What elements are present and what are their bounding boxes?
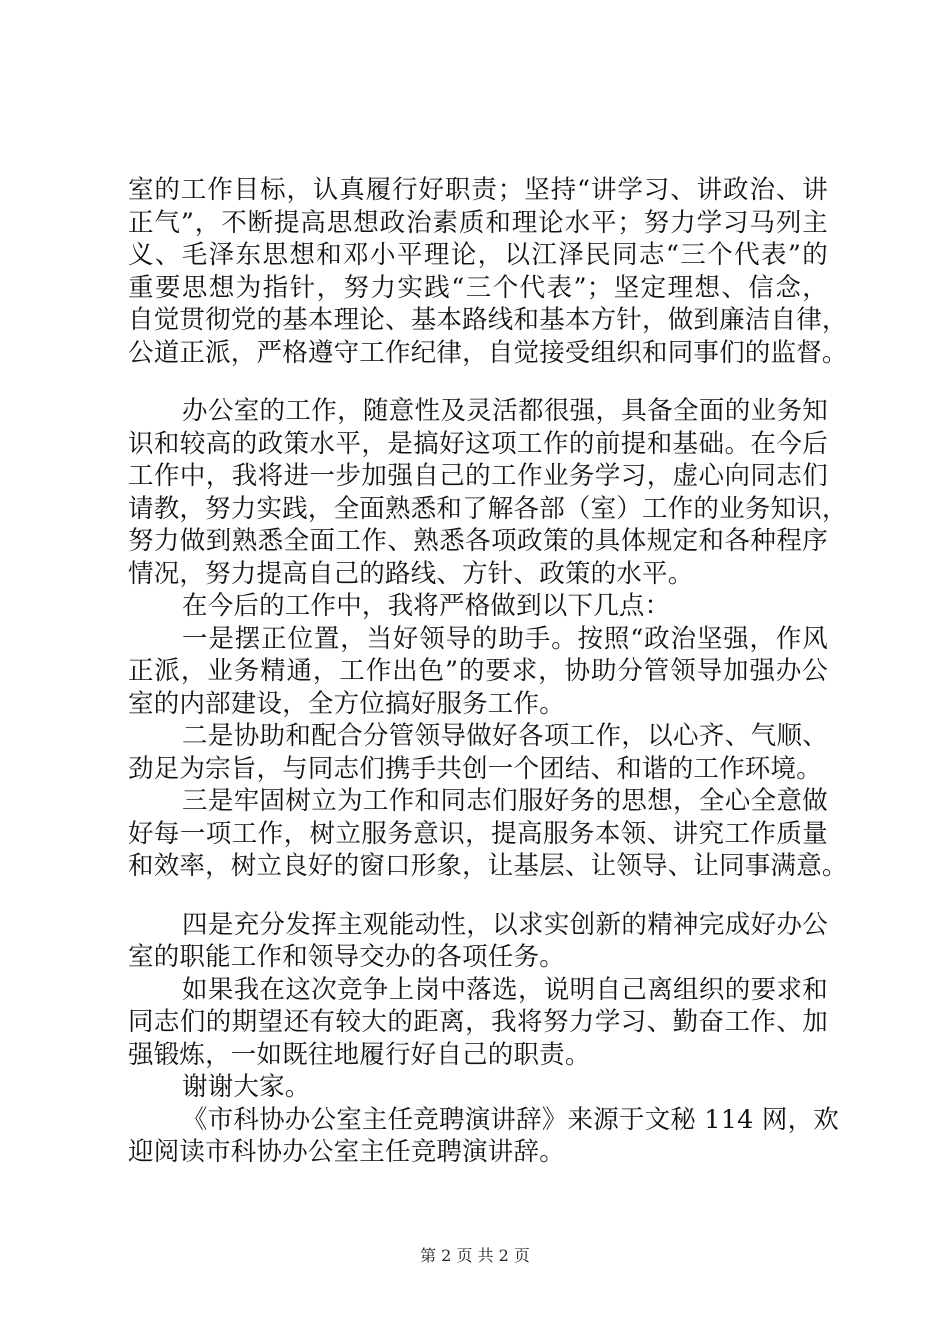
text-line: 同志们的期望还有较大的距离，我将努力学习、勤奋工作、加 (128, 1007, 828, 1037)
text-line: 努力做到熟悉全面工作、熟悉各项政策的具体规定和各种程序 (128, 526, 828, 556)
text-line: 室的内部建设，全方位搞好服务工作。 (128, 688, 565, 719)
text-line: 三是牢固树立为工作和同志们服好务的思想，全心全意做 (182, 786, 828, 816)
text-line: 好每一项工作，树立服务意识，提高服务本领、讲究工作质量 (128, 818, 828, 849)
paragraph (128, 974, 828, 1072)
paragraph (128, 623, 828, 721)
text-line: 重要思想为指针，努力实践“三个代表”；坚定理想、信念， (128, 272, 828, 303)
text-line: 正派，业务精通，工作出色”的要求，协助分管领导加强办公 (128, 656, 828, 686)
text-line: 请教，努力实践，全面熟悉和了解各部（室）工作的业务知识， (128, 493, 848, 524)
text-line: 公道正派，严格遵守工作纪律，自觉接受组织和同事们的监督。 (128, 337, 848, 368)
document-body (128, 174, 848, 1169)
paragraph (128, 174, 848, 369)
paragraph (128, 590, 828, 623)
paragraph (128, 909, 828, 974)
text-line: 二是协助和配合分管领导做好各项工作，以心齐、气顺、 (182, 721, 828, 751)
text-line: 工作中，我将进一步加强自己的工作业务学习，虚心向同志们 (128, 461, 828, 491)
paragraph (128, 785, 848, 883)
paragraph (128, 1104, 839, 1169)
paragraph-gap (128, 369, 828, 395)
text-line: 自觉贯彻党的基本理论、基本路线和基本方针，做到廉洁自律， (128, 305, 848, 335)
page-number-footer: 第 2 页 共 2 页 (420, 1246, 530, 1265)
text-line: 和效率，树立良好的窗口形象，让基层、让领导、让同事满意。 (128, 851, 848, 881)
text-line: 强锻炼，一如既往地履行好自己的职责。 (128, 1039, 591, 1070)
text-line: 识和较高的政策水平，是搞好这项工作的前提和基础。在今后 (128, 428, 828, 459)
text-line: 如果我在这次竞争上岗中落选，说明自己离组织的要求和 (182, 974, 828, 1005)
text-line: 正气”，不断提高思想政治素质和理论水平；努力学习马列主 (128, 207, 828, 238)
text-line: 情况，努力提高自己的路线、方针、政策的水平。 (128, 558, 694, 589)
text-line: 办公室的工作，随意性及灵活都很强，具备全面的业务知 (182, 396, 828, 426)
paragraph-gap (128, 883, 828, 909)
text-line: 室的工作目标，认真履行好职责；坚持“讲学习、讲政治、讲 (128, 175, 828, 205)
paragraph (128, 1071, 828, 1104)
text-line: 一是摆正位置，当好领导的助手。按照“政治坚强，作风 (182, 623, 828, 654)
text-line: 四是充分发挥主观能动性，以求实创新的精神完成好办公 (182, 909, 828, 940)
text-line: 劲足为宗旨，与同志们携手共创一个团结、和谐的工作环境。 (128, 753, 822, 784)
paragraph (128, 395, 848, 590)
text-line: 迎阅读市科协办公室主任竞聘演讲辞。 (128, 1137, 565, 1167)
text-line: 《市科协办公室主任竞聘演讲辞》来源于文秘 114 网，欢 (182, 1104, 839, 1135)
text-line: 室的职能工作和领导交办的各项任务。 (128, 942, 565, 972)
text-line: 谢谢大家。 (182, 1072, 311, 1102)
text-line: 在今后的工作中，我将严格做到以下几点： (182, 591, 671, 621)
paragraph (128, 720, 828, 785)
text-line: 义、毛泽东思想和邓小平理论，以江泽民同志“三个代表”的 (128, 240, 828, 270)
